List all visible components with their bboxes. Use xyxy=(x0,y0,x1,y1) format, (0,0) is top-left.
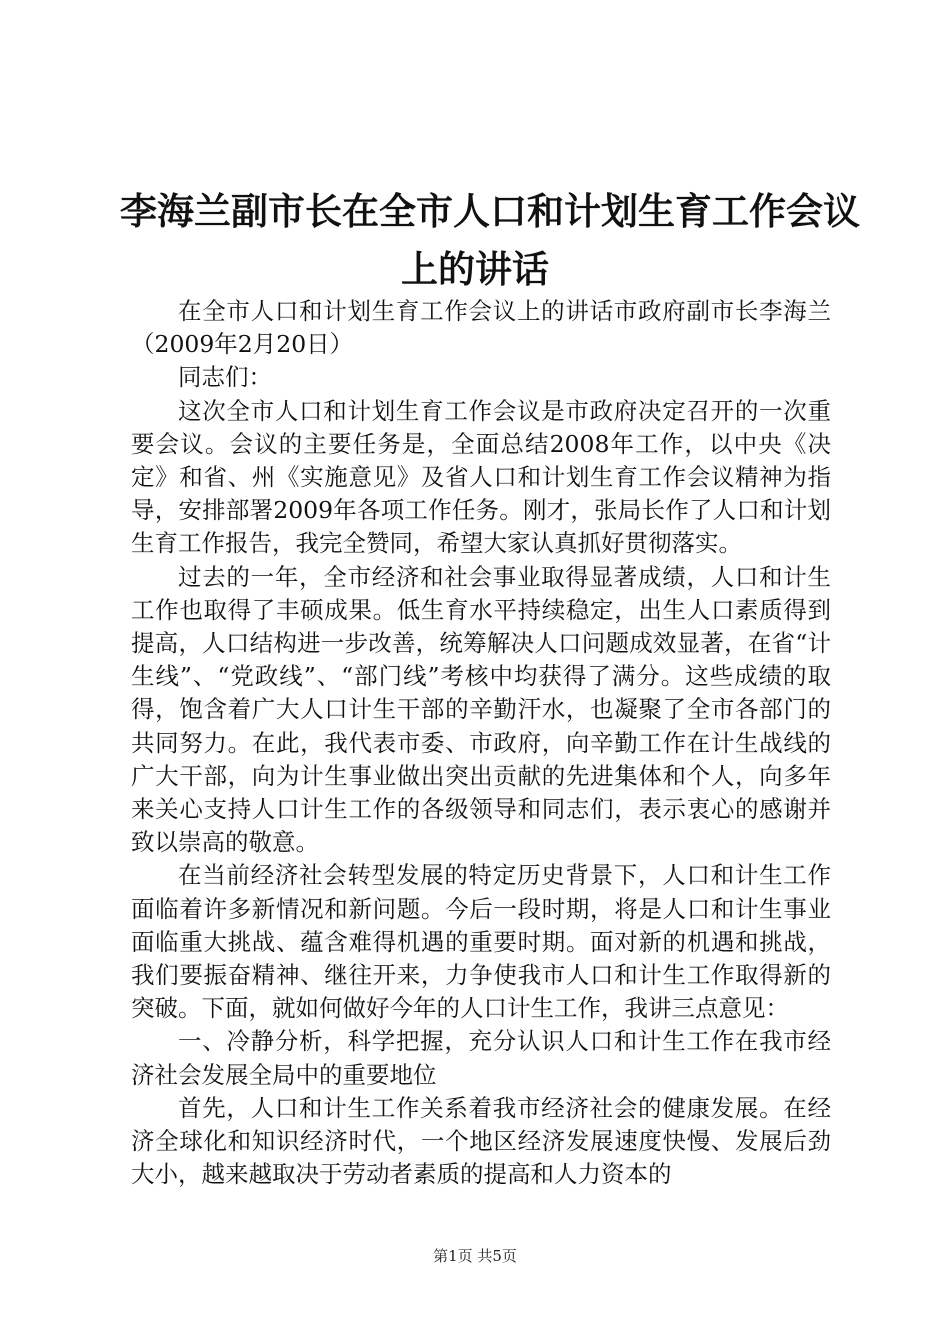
document-title-line-1: 李海兰副市长在全市人口和计划生育工作会议 xyxy=(120,190,860,233)
body-paragraph: 在当前经济社会转型发展的特定历史背景下，人口和计生工作面临着许多新情况和新问题。今后一段时期，将是人口和计生事业面临重大挑战、蕴含难得机遇的重要时期。面对新的机遇和挑战，我们要振奋精神、继往开来，力争使我市人口和计生工作取得新的突破。下面，就如何做好今年的人口计生工作，我讲三点意见： xyxy=(131,861,831,1023)
body-paragraph: 过去的一年，全市经济和社会事业取得显著成绩，人口和计生工作也取得了丰硕成果。低生育水平持续稳定，出生人口素质得到提高，人口结构进一步改善，统筹解决人口问题成效显著，在省“计生线”、“党政线”、“部门线”考核中均获得了满分。这些成绩的取得，饱含着广大人口计生干部的辛勤汗水，也凝聚了全市各部门的共同努力。在此，我代表市委、市政府，向辛勤工作在计生战线的广大干部，向为计生事业做出突出贡献的先进集体和个人，向多年来关心支持人口计生工作的各级领导和同志们，表示衷心的感谢并致以崇高的敬意。 xyxy=(131,562,831,857)
page-number-footer: 第1页 共5页 xyxy=(433,1247,517,1265)
document-body xyxy=(131,295,831,1191)
section-heading: 一、冷静分析，科学把握，充分认识人口和计生工作在我市经济社会发展全局中的重要地位 xyxy=(131,1027,831,1089)
salutation: 同志们： xyxy=(178,363,272,392)
body-paragraph: 这次全市人口和计划生育工作会议是市政府决定召开的一次重要会议。会议的主要任务是，全面总结2008年工作，以中央《决定》和省、州《实施意见》及省人口和计划生育工作会议精神为指导，安排部署2009年各项工作任务。刚才，张局长作了人口和计划生育工作报告，我完全赞同，希望大家认真抓好贯彻落实。 xyxy=(131,396,831,558)
intro-paragraph: 在全市人口和计划生育工作会议上的讲话市政府副市长李海兰（2009年2月20日） xyxy=(131,297,831,359)
body-paragraph: 首先，人口和计生工作关系着我市经济社会的健康发展。在经济全球化和知识经济时代，一个地区经济发展速度快慢、发展后劲大小，越来越取决于劳动者素质的提高和人力资本的 xyxy=(131,1093,831,1189)
document-title-line-2: 上的讲话 xyxy=(401,248,549,291)
